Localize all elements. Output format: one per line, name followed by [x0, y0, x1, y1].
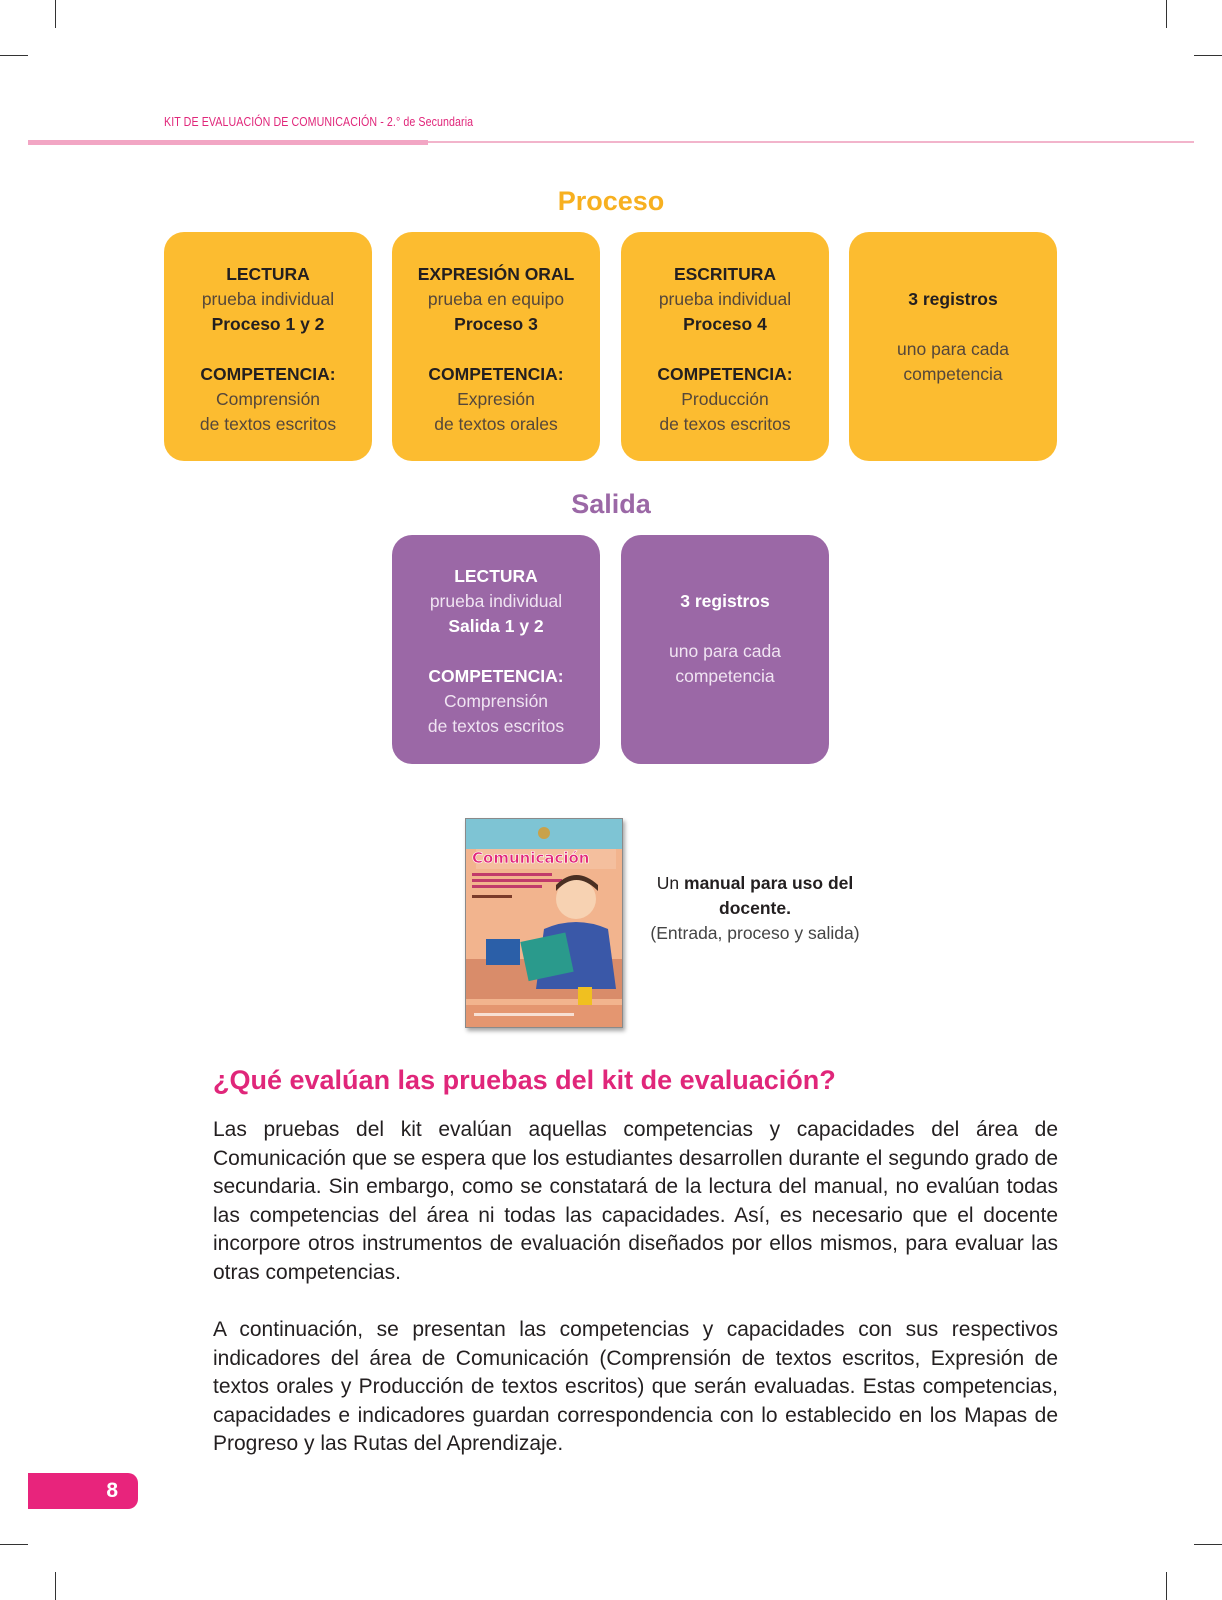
salida-box-registros — [621, 535, 829, 764]
competencia-line: de texos escritos — [659, 414, 791, 434]
proceso-box-registros — [849, 232, 1057, 461]
registros-line: uno para cada — [897, 339, 1009, 359]
header-rule-accent — [28, 140, 428, 145]
section-question-heading: ¿Qué evalúan las pruebas del kit de evaluación? — [213, 1065, 836, 1095]
caption-sub: (Entrada, proceso y salida) — [650, 923, 860, 943]
registros-title: 3 registros — [680, 591, 770, 611]
registros-title: 3 registros — [908, 289, 998, 309]
competencia-line: Producción — [681, 389, 769, 409]
box-label: Salida 1 y 2 — [448, 616, 544, 636]
crop-mark — [55, 0, 56, 28]
proceso-box-expresion-oral — [392, 232, 600, 461]
caption-prefix: Un — [656, 873, 680, 893]
box-heading: LECTURA — [226, 264, 310, 284]
crop-mark — [1194, 1544, 1222, 1545]
box-label: Proceso 3 — [454, 314, 538, 334]
crop-mark — [0, 55, 28, 56]
competencia-label: COMPETENCIA: — [428, 364, 564, 384]
box-type: prueba individual — [429, 591, 563, 611]
competencia-line: de textos escritos — [199, 414, 337, 434]
crop-mark — [1166, 1572, 1167, 1600]
page-number: 8 — [28, 1473, 138, 1509]
crop-mark — [1194, 55, 1222, 56]
crop-mark — [0, 1544, 28, 1545]
competencia-label: COMPETENCIA: — [200, 364, 336, 384]
paragraph: Las pruebas del kit evalúan aquellas competencias y capacidades del área de Comunicación que se espera que los estudiantes desarrollen durante el segundo grado de secundaria. Sin embargo, como se constatará de la lectura del manual, no evalúan todas las competencias del área ni todas las capacidades. Así, es necesario que el docente incorpore otros instrumentos de evaluación diseñados por ellos mismos, para evaluar las otras competencias. — [213, 1118, 1058, 1284]
competencia-label: COMPETENCIA: — [428, 666, 564, 686]
box-heading: EXPRESIÓN ORAL — [417, 264, 575, 284]
paragraph: A continuación, se presentan las competencias y capacidades con sus respectivos indicadores del área de Comunicación (Comprensión de textos escritos, Expresión de textos orales y Producción de textos escritos) que serán evaluadas. Estas competencias, capacidades e indicadores guardan correspondencia con lo establecido en los Mapas de Progreso y las Rutas del Aprendizaje. — [213, 1318, 1058, 1455]
crop-mark — [55, 1572, 56, 1600]
running-header: KIT DE EVALUACIÓN DE COMUNICACIÓN - 2.° de Secundaria — [164, 114, 474, 129]
proceso-title: Proceso — [557, 186, 665, 216]
cover-title: Comunicación — [472, 849, 590, 867]
registros-line: competencia — [903, 364, 1003, 384]
salida-box-lectura — [392, 535, 600, 764]
manual-caption — [630, 871, 880, 946]
competencia-line: Expresión — [457, 389, 535, 409]
competencia-label: COMPETENCIA: — [657, 364, 793, 384]
box-type: prueba individual — [658, 289, 792, 309]
registros-line: uno para cada — [669, 641, 781, 661]
box-label: Proceso 4 — [683, 314, 767, 334]
competencia-line: Comprensión — [215, 389, 321, 409]
salida-title: Salida — [571, 489, 651, 519]
crop-mark — [1166, 0, 1167, 28]
competencia-line: Comprensión — [443, 691, 549, 711]
proceso-box-escritura — [621, 232, 829, 461]
box-label: Proceso 1 y 2 — [211, 314, 325, 334]
caption-bold: docente. — [719, 898, 791, 918]
competencia-line: de textos orales — [434, 414, 558, 434]
box-heading: LECTURA — [454, 566, 538, 586]
registros-line: competencia — [675, 666, 775, 686]
manual-cover-illustration — [466, 819, 622, 1027]
proceso-box-lectura — [164, 232, 372, 461]
caption-bold: manual para uso del — [684, 873, 854, 893]
box-type: prueba individual — [201, 289, 335, 309]
box-type: prueba en equipo — [427, 289, 565, 309]
box-heading: ESCRITURA — [673, 264, 777, 284]
competencia-line: de textos escritos — [427, 716, 565, 736]
manual-cover-image — [465, 818, 623, 1028]
